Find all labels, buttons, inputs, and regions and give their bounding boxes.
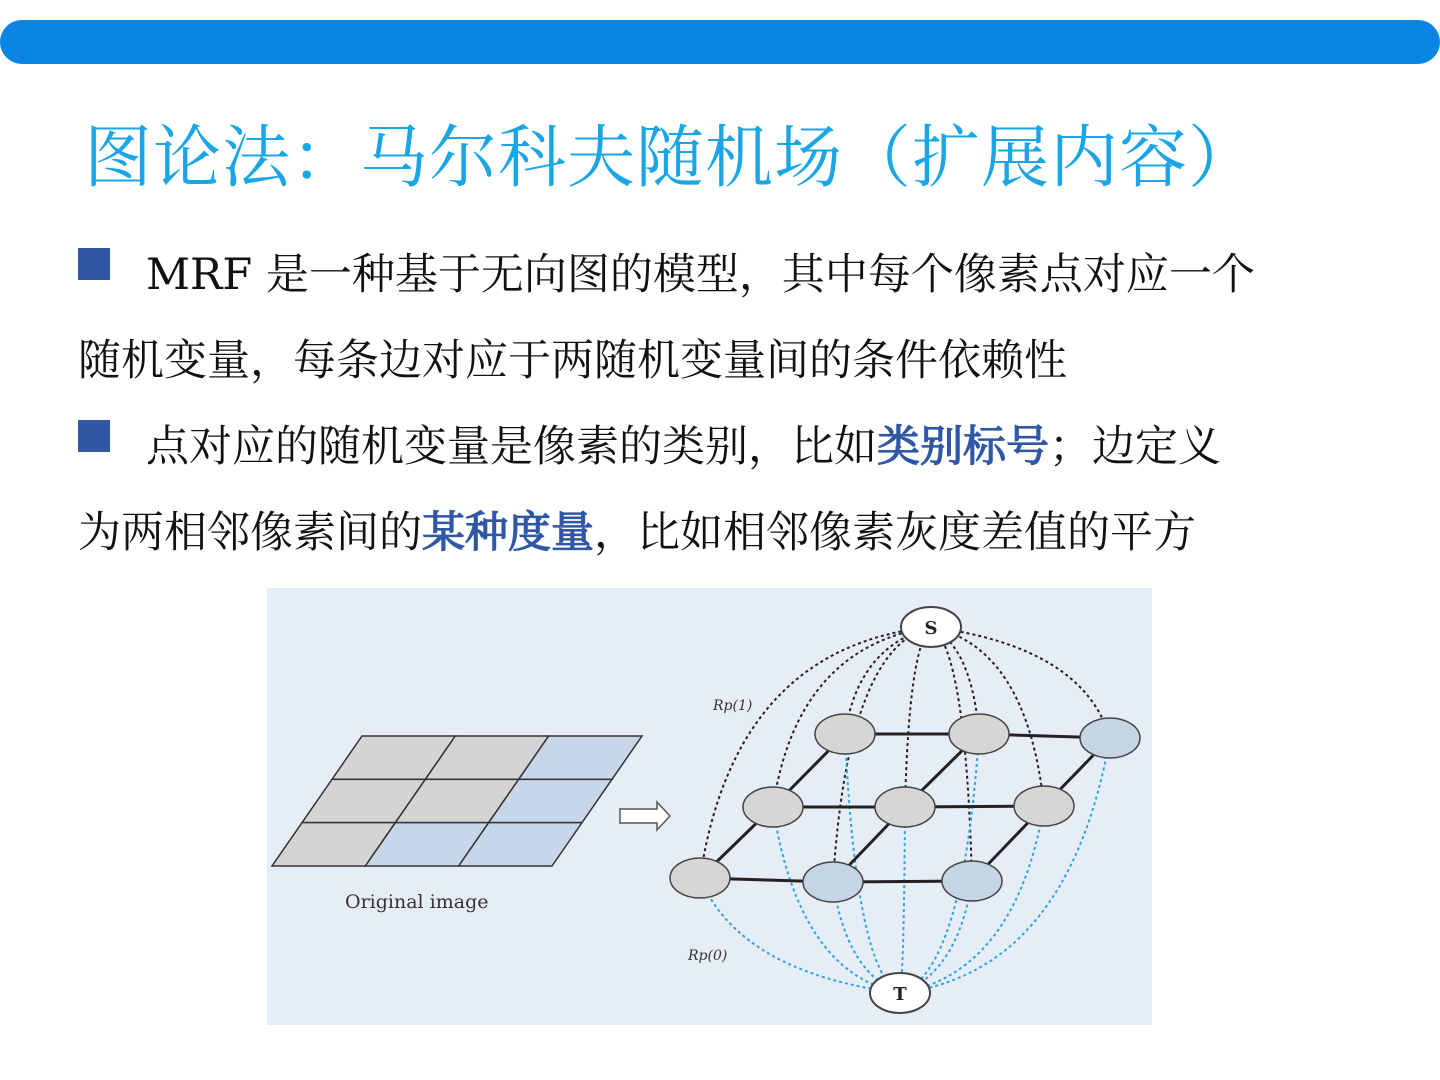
original-image-caption: Original image (345, 891, 489, 913)
rp1-label: Rp(1) (713, 698, 753, 714)
pixel-node (803, 862, 863, 902)
sink-edge (900, 738, 1110, 993)
pixel-node (743, 787, 803, 827)
mrf-figure (267, 588, 1152, 1025)
sink-edge (845, 734, 900, 993)
pixel-node (949, 714, 1009, 754)
sink-edge (700, 878, 900, 993)
top-bar (0, 20, 1440, 64)
pixel-node (942, 861, 1002, 901)
sink-node (870, 973, 930, 1013)
original-image-grid (272, 736, 642, 866)
source-node (901, 607, 961, 647)
bullet1-line2: 随机变量，每条边对应于两随机变量间的条件依赖性 (78, 336, 1067, 386)
pixel-node (875, 787, 935, 827)
mrf-diagram (267, 588, 1152, 1025)
highlight-measure: 某种度量 (422, 508, 594, 558)
bullet2-line1-b: ；边定义 (1049, 422, 1221, 472)
sink-edges (700, 734, 1110, 993)
source-label: S (924, 618, 938, 639)
bullet-line (78, 232, 1255, 318)
sink-label: T (893, 984, 907, 1005)
bullet2-line2 (78, 490, 1221, 576)
pixel-node (670, 858, 730, 898)
bullet-paragraph-1 (78, 232, 1255, 404)
square-bullet-icon (78, 248, 110, 280)
arrow-right-icon (620, 802, 670, 830)
bullet1-line1: MRF 是一种基于无向图的模型，其中每个像素点对应一个 (146, 250, 1255, 300)
pixel-node (1014, 786, 1074, 826)
pixel-node (815, 714, 875, 754)
source-edge (905, 627, 931, 807)
source-edge (931, 627, 972, 881)
square-bullet-icon (78, 420, 110, 452)
pixel-node (1080, 718, 1140, 758)
slide-title: 图论法：马尔科夫随机场（扩展内容） (84, 119, 1258, 198)
bullet2-line2-a: 为两相邻像素间的 (78, 508, 422, 558)
rp0-label: Rp(0) (688, 948, 728, 964)
highlight-class-label: 类别标号 (877, 422, 1049, 472)
source-edge (700, 627, 931, 878)
bullet2-line2-b: ，比如相邻像素灰度差值的平方 (594, 508, 1196, 558)
bullet-paragraph-2 (78, 404, 1221, 576)
bullet2-line1-a: 点对应的随机变量是像素的类别，比如 (146, 422, 877, 472)
bullet-line (78, 404, 1221, 490)
sink-edge (900, 807, 905, 993)
